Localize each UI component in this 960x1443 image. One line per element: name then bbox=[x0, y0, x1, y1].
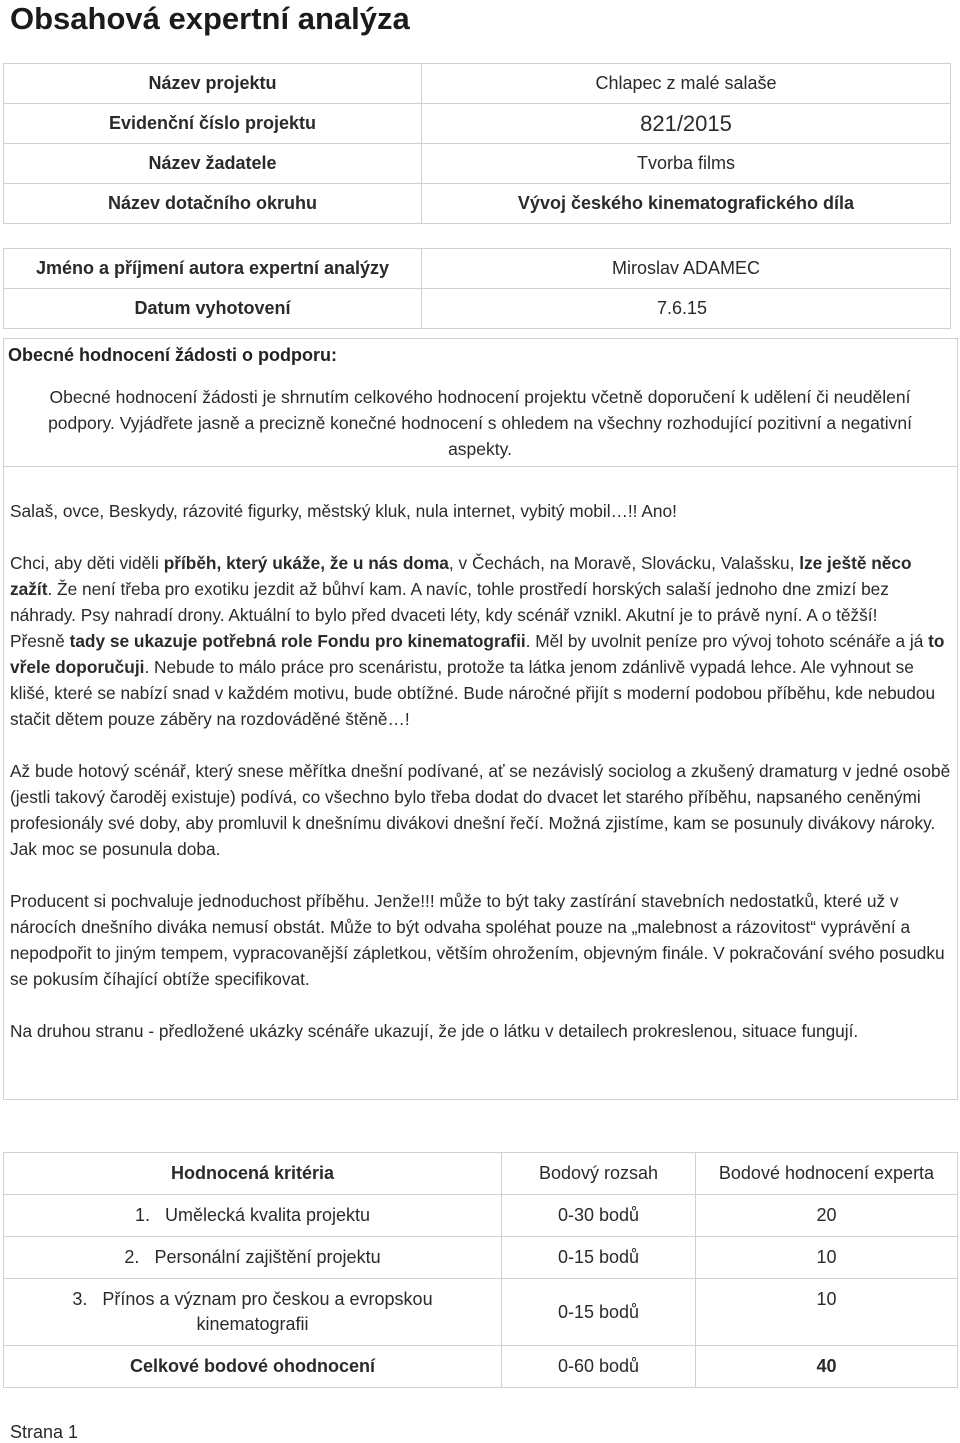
text-span: Přesně bbox=[10, 631, 70, 651]
evaluation-paragraph: Na druhou stranu - předložené ukázky scénáře ukazují, že jde o látku v detailech prokreslenou, situace fungují. bbox=[10, 1021, 859, 1041]
date-label: Datum vyhotovení bbox=[4, 289, 422, 329]
table-row bbox=[4, 249, 951, 289]
applicant-label: Název žadatele bbox=[4, 144, 422, 184]
evidence-number-value: 821/2015 bbox=[422, 104, 951, 144]
table-row bbox=[4, 104, 951, 144]
table-header-row bbox=[4, 1153, 958, 1195]
total-row bbox=[4, 1346, 958, 1388]
evaluation-text bbox=[10, 498, 955, 1070]
score-header: Bodové hodnocení experta bbox=[696, 1153, 958, 1195]
text-span: Chci, aby děti viděli bbox=[10, 553, 164, 573]
evaluation-paragraph: Producent si pochvaluje jednoduchost příběhu. Jenže!!! může to být taky zastírání stavebních nedostatků, které už v nárocích dnešního diváka nemusí obstát. Může to být odvaha spoléhat pouze na „malebnost a rázovitost“ vyprávění a nepodpořit to jiným tempem, vypracovanější zápletkou, větším ohrožením, objevným finále. V pokračování svého posudku se pokusím číhající obtíže specifikovat. bbox=[10, 891, 945, 989]
criterion-name: Personální zajištění projektu bbox=[154, 1247, 381, 1267]
text-span-bold: tady se ukazuje potřebná role Fondu pro kinematografii bbox=[69, 631, 526, 651]
date-value: 7.6.15 bbox=[422, 289, 951, 329]
evaluation-paragraph: Salaš, ovce, Beskydy, rázovité figurky, městský kluk, nula internet, vybitý mobil…!! Ano! bbox=[10, 501, 677, 521]
grant-area-label: Název dotačního okruhu bbox=[4, 184, 422, 224]
score-cell: 10 bbox=[696, 1279, 958, 1346]
table-row bbox=[4, 64, 951, 104]
total-label: Celkové bodové ohodnocení bbox=[4, 1346, 502, 1388]
applicant-value: Tvorba films bbox=[422, 144, 951, 184]
table-row bbox=[4, 1279, 958, 1346]
author-name-value: Miroslav ADAMEC bbox=[422, 249, 951, 289]
page-title: Obsahová expertní analýza bbox=[10, 1, 410, 36]
total-range: 0-60 bodů bbox=[502, 1346, 696, 1388]
total-score: 40 bbox=[696, 1346, 958, 1388]
table-row bbox=[4, 1237, 958, 1279]
table-row bbox=[4, 289, 951, 329]
criterion-cell bbox=[4, 1237, 502, 1279]
project-name-label: Název projektu bbox=[4, 64, 422, 104]
author-info-table bbox=[3, 248, 951, 329]
text-span-bold: příběh, který ukáže, že u nás doma bbox=[163, 553, 449, 573]
criterion-number: 2. bbox=[124, 1247, 140, 1267]
project-name-value: Chlapec z malé salaše bbox=[422, 64, 951, 104]
score-cell: 20 bbox=[696, 1195, 958, 1237]
range-header: Bodový rozsah bbox=[502, 1153, 696, 1195]
author-name-label: Jméno a příjmení autora expertní analýzy bbox=[4, 249, 422, 289]
criterion-number: 3. bbox=[72, 1289, 88, 1309]
text-span: . Měl by uvolnit peníze pro vývoj tohoto scénáře a já bbox=[525, 631, 929, 651]
project-info-table bbox=[3, 63, 951, 224]
text-span: . Nebude to málo práce pro scenáristu, protože ta látka jenom zdánlivě vypadá lehce. Ale vyhnout se klišé, které se nabízí snad v každém motivu, bude obtížné. Bude náročné přijít s moderní podobou příběhu, kde nebudou stačit dětem pouze záběry na rozdováděné štěně…! bbox=[10, 657, 936, 729]
table-row bbox=[4, 1195, 958, 1237]
range-cell: 0-15 bodů bbox=[502, 1237, 696, 1279]
table-row bbox=[4, 144, 951, 184]
criterion-cell bbox=[4, 1195, 502, 1237]
range-cell: 0-15 bodů bbox=[502, 1279, 696, 1346]
criterion-wrap bbox=[43, 1287, 463, 1337]
text-span-bold: to vřele doporučuji bbox=[10, 631, 945, 677]
text-span: , v Čechách, na Moravě, Slovácku, Valašsku, bbox=[448, 553, 800, 573]
divider bbox=[3, 466, 958, 467]
criterion-name: Přínos a význam pro českou a evropskou kinematografii bbox=[102, 1289, 433, 1334]
criterion-cell bbox=[4, 1279, 502, 1346]
criteria-table bbox=[3, 1152, 958, 1388]
criterion-name: Umělecká kvalita projektu bbox=[164, 1205, 371, 1225]
text-span: . Že není třeba pro exotiku jezdit až bůhví kam. A navíc, tohle prostředí horských salaší jednoho dne zmizí bez náhrady. Psy nahradí drony. Aktuální to bylo před dvaceti léty, kdy scénář vznikl. Akutní je to právě nyní. A o těžší! bbox=[10, 579, 889, 625]
score-cell: 10 bbox=[696, 1237, 958, 1279]
criterion-number: 1. bbox=[134, 1205, 150, 1225]
criteria-header: Hodnocená kritéria bbox=[4, 1153, 502, 1195]
evaluation-guide: Obecné hodnocení žádosti je shrnutím celkového hodnocení projektu včetně doporučení k udělení či neudělení podpory. Vyjádřete jasně a precizně konečné hodnocení s ohledem na všechny rozhodující pozitivní a negativní aspekty. bbox=[48, 387, 912, 459]
range-cell: 0-30 bodů bbox=[502, 1195, 696, 1237]
evaluation-title: Obecné hodnocení žádosti o podporu: bbox=[8, 345, 337, 365]
page-number: Strana 1 bbox=[10, 1422, 79, 1442]
grant-area-value: Vývoj českého kinematografického díla bbox=[422, 184, 951, 224]
table-row bbox=[4, 184, 951, 224]
evaluation-paragraph bbox=[10, 550, 955, 732]
evidence-number-label: Evidenční číslo projektu bbox=[4, 104, 422, 144]
evaluation-paragraph: Až bude hotový scénář, který snese měřítka dnešní podívané, ať se nezávislý sociolog a zkušený dramaturg v jedné osobě (jestli takový čaroděj existuje) podívá, co všechno bylo třeba dodat do dvacet let starého příběhu, napsaného ceněnými profesionály své doby, aby promluvil k dnešnímu divákovi dnešní řečí. Možná zjistíme, kam se posunuly divákovy nároky. Jak moc se posunula doba. bbox=[10, 761, 951, 859]
text-span-bold: lze ještě něco zažít bbox=[10, 553, 912, 599]
